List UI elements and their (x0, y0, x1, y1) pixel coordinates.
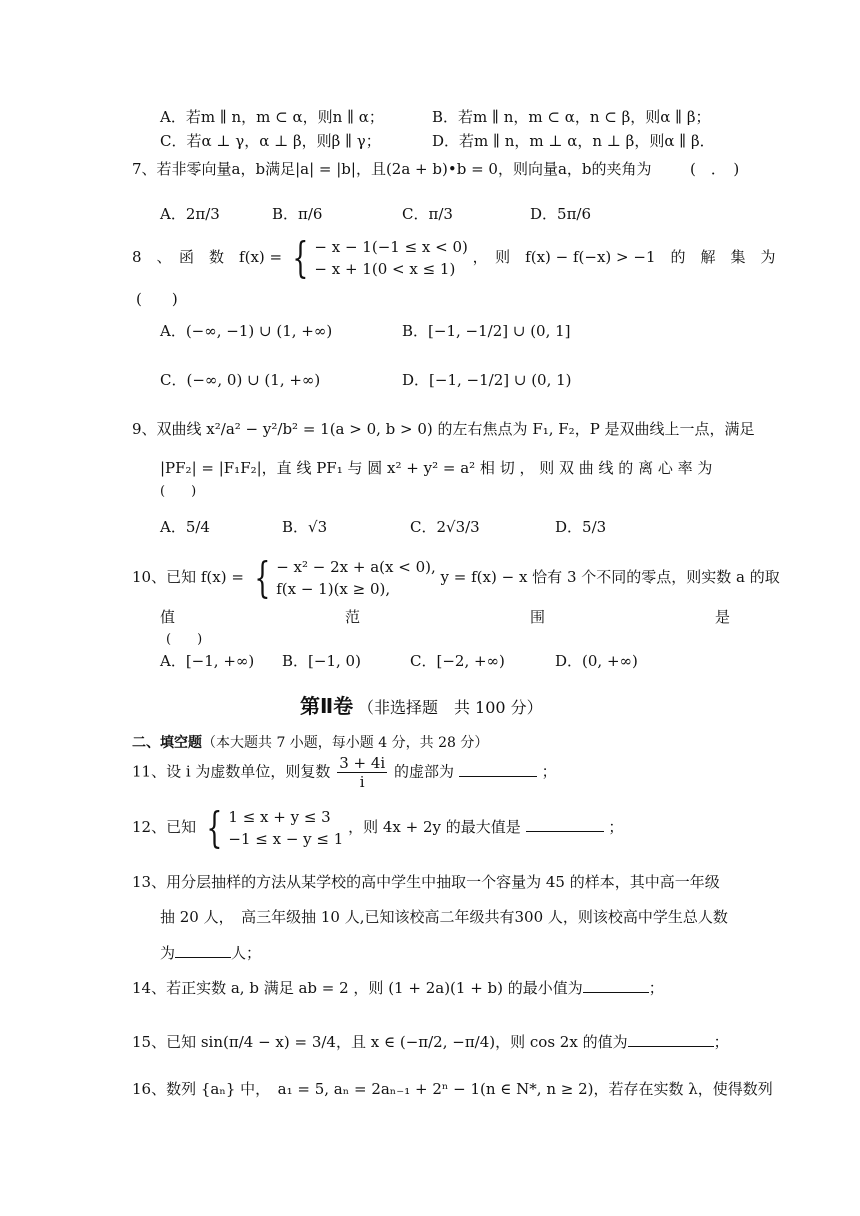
q8-option-b: B．[−1, −1/2] ∪ (0, 1] (402, 322, 571, 340)
q11-numerator: 3 + 4i (339, 754, 386, 772)
q10-paren: ( ) (166, 632, 203, 647)
q15 (132, 1030, 729, 1052)
q12-text-b: ，则 4x + 2y 的最大值是 (348, 818, 521, 836)
q10-option-d: D．(0, +∞) (555, 652, 638, 670)
q12-case2: −1 ≤ x − y ≤ 1 (228, 830, 344, 848)
q6-option-b: B．若m ∥ n，m ⊂ α，n ⊂ β，则α ∥ β； (432, 108, 711, 126)
q16: 16、数列 {aₙ} 中， a₁ = 5, aₙ = 2aₙ₋₁ + 2ⁿ − 1(n ∈ N*, n ≥ 2)，若存在实数 λ，使得数列 (132, 1080, 773, 1098)
q7-stem: 7、若非零向量a，b满足|a| = |b|，且(2a + b)•b = 0，则向量a，b的夹角为 (132, 160, 652, 178)
q8-case1: − x − 1(−1 ≤ x < 0) (314, 238, 468, 256)
q8-option-d: D．[−1, −1/2] ∪ (0, 1) (402, 371, 572, 389)
q10-case1: − x² − 2x + a(x < 0), (276, 558, 436, 576)
q7-paren: ( ． ) (690, 160, 740, 178)
q10-spread-3: 围 (529, 608, 545, 626)
q7-option-c: C．π/3 (402, 205, 453, 223)
fill-heading-title: 二、填空题 (132, 735, 202, 751)
q8-cases (314, 236, 467, 280)
q10-stem: 10、已知 f(x) = { − x² − 2x + a(x < 0), f(x − 1)(x ≥ 0), y = f(x) − x 恰有 3 个不同的零点，则实数 a 的取 (132, 553, 780, 602)
q6-option-a: A．若m ∥ n，m ⊂ α，则n ∥ α； (160, 108, 384, 126)
q11-end: ； (541, 762, 557, 781)
fill-heading (132, 732, 488, 752)
q8-stem-a: 8 、 函 数 f(x) = (132, 248, 283, 266)
fill-heading-note: （本大题共 7 小题，每小题 4 分，共 28 分） (202, 735, 489, 751)
q12-cases (228, 806, 343, 850)
section-header (300, 690, 543, 719)
q10-cases (276, 556, 436, 600)
q10-spread-1: 值 (160, 608, 176, 626)
q11-denominator: i (359, 773, 365, 791)
q11-answer-blank[interactable] (459, 760, 537, 777)
q14 (132, 976, 664, 998)
q9-paren: ( ) (160, 484, 197, 499)
q13-text-a: 为 (160, 944, 176, 962)
q9-option-d: D．5/3 (555, 518, 607, 536)
q15-answer-blank[interactable] (628, 1030, 714, 1047)
q12-case1: 1 ≤ x + y ≤ 3 (228, 808, 331, 826)
q10-case2: f(x − 1)(x ≥ 0), (276, 580, 391, 598)
q8-option-a: A．(−∞, −1) ∪ (1, +∞) (160, 322, 333, 340)
q13-answer-blank[interactable] (175, 941, 231, 958)
q14-end: ； (648, 979, 664, 997)
q15-end: ； (713, 1033, 729, 1051)
q10-option-b: B．[−1, 0) (282, 652, 361, 670)
q7-option-b: B．π/6 (272, 205, 323, 223)
q9-stem-b: |PF₂| = |F₁F₂|，直 线 PF₁ 与 圆 x² + y² = a² 相 切 ， 则 双 曲 线 的 离 心 率 为 (160, 459, 713, 477)
q10-stem-a: 10、已知 f(x) = (132, 568, 244, 586)
q11-fraction (337, 754, 387, 791)
section-subtitle: （非选择题 共 100 分） (357, 698, 543, 717)
q9-stem-a: 9、双曲线 x²/a² − y²/b² = 1(a > 0, b > 0) 的左右焦点为 F₁, F₂，P 是双曲线上一点，满足 (132, 420, 755, 438)
q13-line-1: 13、用分层抽样的方法从某学校的高中学生中抽取一个容量为 45 的样本，其中高一年级 (132, 873, 720, 891)
q8-option-c: C．(−∞, 0) ∪ (1, +∞) (160, 371, 321, 389)
q11-text-b: 的虚部为 (393, 762, 454, 781)
q11-text-a: 11、设 i 为虚数单位，则复数 (132, 762, 331, 781)
q15-text: 15、已知 sin(π/4 − x) = 3/4，且 x ∈ (−π/2, −π/4)，则 cos 2x 的值为 (132, 1033, 628, 1051)
q14-answer-blank[interactable] (583, 976, 649, 993)
q10-spread-row (160, 606, 730, 627)
q8-case2: − x + 1(0 < x ≤ 1) (314, 260, 456, 278)
section-title: 第Ⅱ卷 (300, 694, 354, 718)
q9-option-a: A．5/4 (160, 518, 210, 536)
q10-spread-2: 范 (344, 608, 360, 626)
q12-end: ； (608, 818, 624, 836)
q9-option-b: B．√3 (282, 518, 328, 536)
q13-line-3 (160, 941, 261, 963)
q11 (132, 754, 557, 791)
q7-option-d: D．5π/6 (530, 205, 592, 223)
q10-option-c: C．[−2, +∞) (410, 652, 505, 670)
q10-stem-b: y = f(x) − x 恰有 3 个不同的零点，则实数 a 的取 (440, 568, 780, 586)
q10-spread-4: 是 (714, 608, 730, 626)
q13-text-b: 人； (231, 944, 262, 962)
q9-option-c: C．2√3/3 (410, 518, 480, 536)
q13-line-2: 抽 20 人， 高三年级抽 10 人,已知该校高二年级共有300 人，则该校高中学生总人数 (160, 908, 728, 926)
q6-option-c: C．若α ⊥ γ，α ⊥ β，则β ∥ γ； (160, 132, 381, 150)
q12-answer-blank[interactable] (526, 815, 604, 832)
q6-option-d: D．若m ∥ n，m ⊥ α，n ⊥ β，则α ∥ β． (432, 132, 715, 150)
q10-option-a: A．[−1, +∞) (160, 652, 255, 670)
q14-text: 14、若正实数 a, b 满足 ab = 2 ，则 (1 + 2a)(1 + b) 的最小值为 (132, 979, 583, 997)
q12: 12、已知 { 1 ≤ x + y ≤ 3 −1 ≤ x − y ≤ 1 ，则 4x + 2y 的最大值是 ； (132, 803, 624, 852)
q8-paren: ( ) (136, 290, 178, 308)
q8-stem: 8 、 函 数 f(x) = { − x − 1(−1 ≤ x < 0) − x + 1(0 < x ≤ 1) ， 则 f(x) − f(−x) > −1 的 解 集 为 (132, 233, 776, 282)
q7-option-a: A．2π/3 (160, 205, 220, 223)
q8-stem-b: ， 则 f(x) − f(−x) > −1 的 解 集 为 (472, 248, 776, 266)
q12-text-a: 12、已知 (132, 818, 197, 836)
